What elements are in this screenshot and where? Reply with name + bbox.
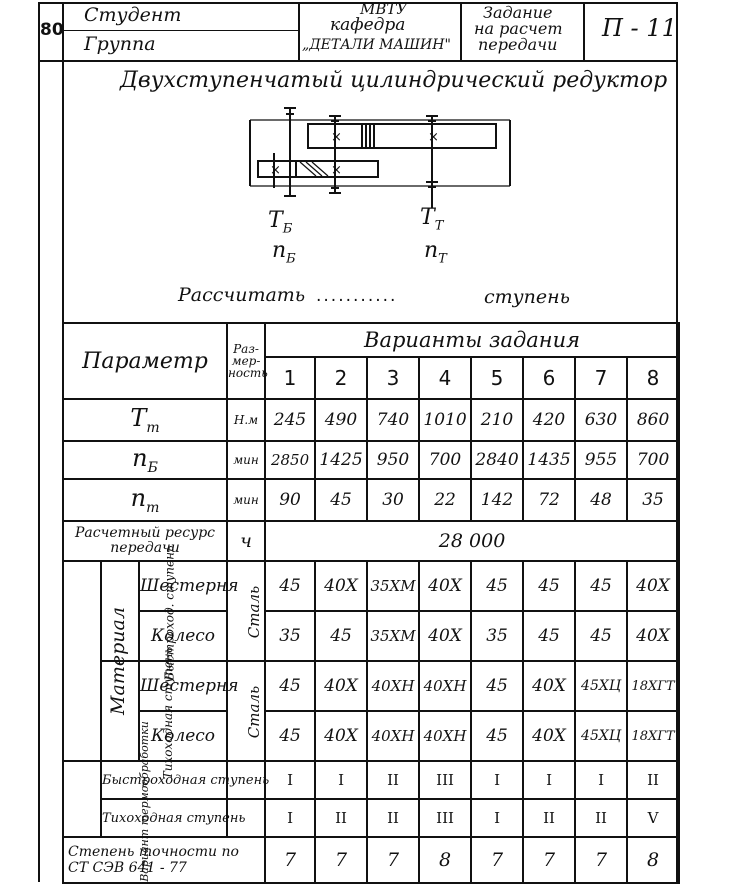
steel-label: Сталь	[227, 661, 265, 761]
param-name: $n_т$	[63, 479, 227, 521]
value-cell: 2840	[471, 441, 523, 479]
resource-unit: ч	[227, 521, 265, 561]
value-cell: 48	[575, 479, 627, 521]
value-cell: 45	[265, 711, 315, 761]
wheel-label: Колесо	[139, 711, 227, 761]
variant-number: 1	[265, 357, 315, 399]
variant-number: 6	[523, 357, 575, 399]
material-label: Материал	[63, 561, 101, 761]
table-row	[63, 799, 679, 837]
value-cell: 40Х	[523, 711, 575, 761]
unit-header: Раз- мер- ность	[227, 323, 265, 399]
value-cell: 40Х	[315, 661, 367, 711]
value-cell: 142	[471, 479, 523, 521]
value-cell: 45	[315, 611, 367, 661]
resource-value: 28 000	[265, 521, 679, 561]
input-speed-label: $n_Б$	[272, 238, 296, 267]
param-name: $n_Б$	[63, 441, 227, 479]
value-cell: I	[471, 761, 523, 799]
value-cell: 45	[315, 479, 367, 521]
value-cell: 420	[523, 399, 575, 441]
value-cell: 955	[575, 441, 627, 479]
resource-label: Расчетный ресурс передачи	[63, 521, 227, 561]
student-label: Студент	[84, 4, 182, 26]
output-speed-label: $n_Т$	[424, 238, 447, 267]
value-cell: 40Х	[627, 611, 679, 661]
value-cell: I	[575, 761, 627, 799]
pinion-label: Шестерня	[139, 561, 227, 611]
value-cell: 45	[523, 561, 575, 611]
value-cell: 8	[627, 837, 679, 883]
fast-stage-mode-label: Быстроходная ступень	[101, 761, 227, 799]
value-cell: 45	[575, 561, 627, 611]
value-cell: 245	[265, 399, 315, 441]
value-cell: 1435	[523, 441, 575, 479]
value-cell: 7	[575, 837, 627, 883]
variant-number: 5	[471, 357, 523, 399]
param-name: $Т_т$	[63, 399, 227, 441]
value-cell: 40Х	[315, 561, 367, 611]
value-cell: 45ХЦ	[575, 661, 627, 711]
table-row	[63, 441, 679, 479]
value-cell: 7	[367, 837, 419, 883]
value-cell: 40Х	[523, 661, 575, 711]
table-row	[63, 399, 679, 441]
value-cell: 18ХГТ	[627, 711, 679, 761]
value-cell: II	[575, 799, 627, 837]
value-cell: 40Х	[419, 561, 471, 611]
value-cell: 45	[471, 561, 523, 611]
value-cell: 210	[471, 399, 523, 441]
value-cell: I	[265, 799, 315, 837]
value-cell: 40Х	[419, 611, 471, 661]
output-torque-label: $Т_Т$	[420, 205, 444, 234]
value-cell: II	[367, 761, 419, 799]
slow-stage-mode-label: Тихоходная ступень	[101, 799, 227, 837]
value-cell: II	[367, 799, 419, 837]
calculate-blank: ...........	[316, 286, 398, 306]
value-cell: I	[471, 799, 523, 837]
value-cell: V	[627, 799, 679, 837]
value-cell: 18ХГТ	[627, 661, 679, 711]
calculate-suffix: ступень	[484, 286, 571, 308]
steel-label: Сталь	[227, 561, 265, 661]
task-title-line2: на расчет	[474, 19, 563, 38]
page-number: 80	[40, 20, 64, 40]
table-row	[63, 561, 679, 611]
svg-text:×: ×	[428, 130, 439, 145]
value-cell: 45	[575, 611, 627, 661]
svg-text:×: ×	[331, 163, 342, 178]
value-cell: 40Х	[627, 561, 679, 611]
value-cell: 7	[471, 837, 523, 883]
accuracy-row	[63, 837, 679, 883]
department-label: кафедра	[330, 15, 406, 35]
svg-text:×: ×	[270, 163, 281, 178]
value-cell: 8	[419, 837, 471, 883]
value-cell: 7	[523, 837, 575, 883]
table-row	[63, 479, 679, 521]
value-cell: 35ХМ	[367, 611, 419, 661]
variant-number: 4	[419, 357, 471, 399]
value-cell: 45	[265, 661, 315, 711]
pinion-label: Шестерня	[139, 661, 227, 711]
slow-stage-label: Тихоходная ступень	[101, 661, 139, 761]
value-cell: 30	[367, 479, 419, 521]
resource-row	[63, 521, 679, 561]
value-cell: 45	[471, 711, 523, 761]
value-cell: 35	[265, 611, 315, 661]
task-title-line1: Задание	[483, 3, 553, 22]
heat-treatment-label: Вариант термообработки	[63, 761, 101, 837]
value-cell: I	[523, 761, 575, 799]
value-cell: 45	[523, 611, 575, 661]
group-label: Группа	[84, 33, 156, 55]
value-cell: 700	[419, 441, 471, 479]
value-cell: II	[315, 799, 367, 837]
value-cell: 22	[419, 479, 471, 521]
value-cell: 40ХН	[419, 711, 471, 761]
variant-number: 7	[575, 357, 627, 399]
value-cell: 2850	[265, 441, 315, 479]
department-name: „ДЕТАЛИ МАШИН"	[302, 37, 451, 53]
value-cell: 40ХН	[367, 711, 419, 761]
param-unit: мин	[227, 441, 265, 479]
value-cell: 740	[367, 399, 419, 441]
value-cell: 7	[265, 837, 315, 883]
param-header: Параметр	[63, 323, 227, 399]
param-unit: мин	[227, 479, 265, 521]
value-cell: 7	[315, 837, 367, 883]
table-row	[63, 611, 679, 661]
table-row	[63, 661, 679, 711]
value-cell: 90	[265, 479, 315, 521]
value-cell: I	[265, 761, 315, 799]
task-code: П - 11	[602, 14, 677, 42]
value-cell: 45	[471, 661, 523, 711]
value-cell: 40Х	[315, 711, 367, 761]
task-title-line3: передачи	[478, 35, 558, 54]
value-cell: 35	[471, 611, 523, 661]
value-cell: 35	[627, 479, 679, 521]
page-title: Двухступенчатый цилиндрический редуктор	[120, 68, 668, 93]
svg-text:×: ×	[331, 130, 342, 145]
value-cell: 700	[627, 441, 679, 479]
variants-header: Варианты задания	[265, 323, 679, 357]
variant-number: 8	[627, 357, 679, 399]
wheel-label: Колесо	[139, 611, 227, 661]
table-row	[63, 711, 679, 761]
accuracy-label: Степень точности по СТ СЭВ 641 - 77	[63, 837, 265, 883]
value-cell: 860	[627, 399, 679, 441]
value-cell: 45ХЦ	[575, 711, 627, 761]
value-cell: I	[315, 761, 367, 799]
value-cell: 45	[265, 561, 315, 611]
value-cell: III	[419, 761, 471, 799]
value-cell: 630	[575, 399, 627, 441]
value-cell: 35ХМ	[367, 561, 419, 611]
fast-stage-label: Быстроход. ступень	[101, 561, 139, 661]
table-row	[63, 761, 679, 799]
input-torque-label: $Т_Б$	[268, 208, 293, 237]
calculate-label: Рассчитать	[178, 284, 306, 306]
value-cell: 950	[367, 441, 419, 479]
value-cell: 1425	[315, 441, 367, 479]
parameters-table	[62, 322, 680, 884]
university-name: МВТУ	[360, 0, 408, 18]
param-unit: Н.м	[227, 399, 265, 441]
value-cell: 40ХН	[367, 661, 419, 711]
value-cell: 490	[315, 399, 367, 441]
value-cell: 72	[523, 479, 575, 521]
value-cell: 1010	[419, 399, 471, 441]
variant-number: 3	[367, 357, 419, 399]
value-cell: III	[419, 799, 471, 837]
value-cell: II	[523, 799, 575, 837]
variant-number: 2	[315, 357, 367, 399]
value-cell: 40ХН	[419, 661, 471, 711]
value-cell: II	[627, 761, 679, 799]
